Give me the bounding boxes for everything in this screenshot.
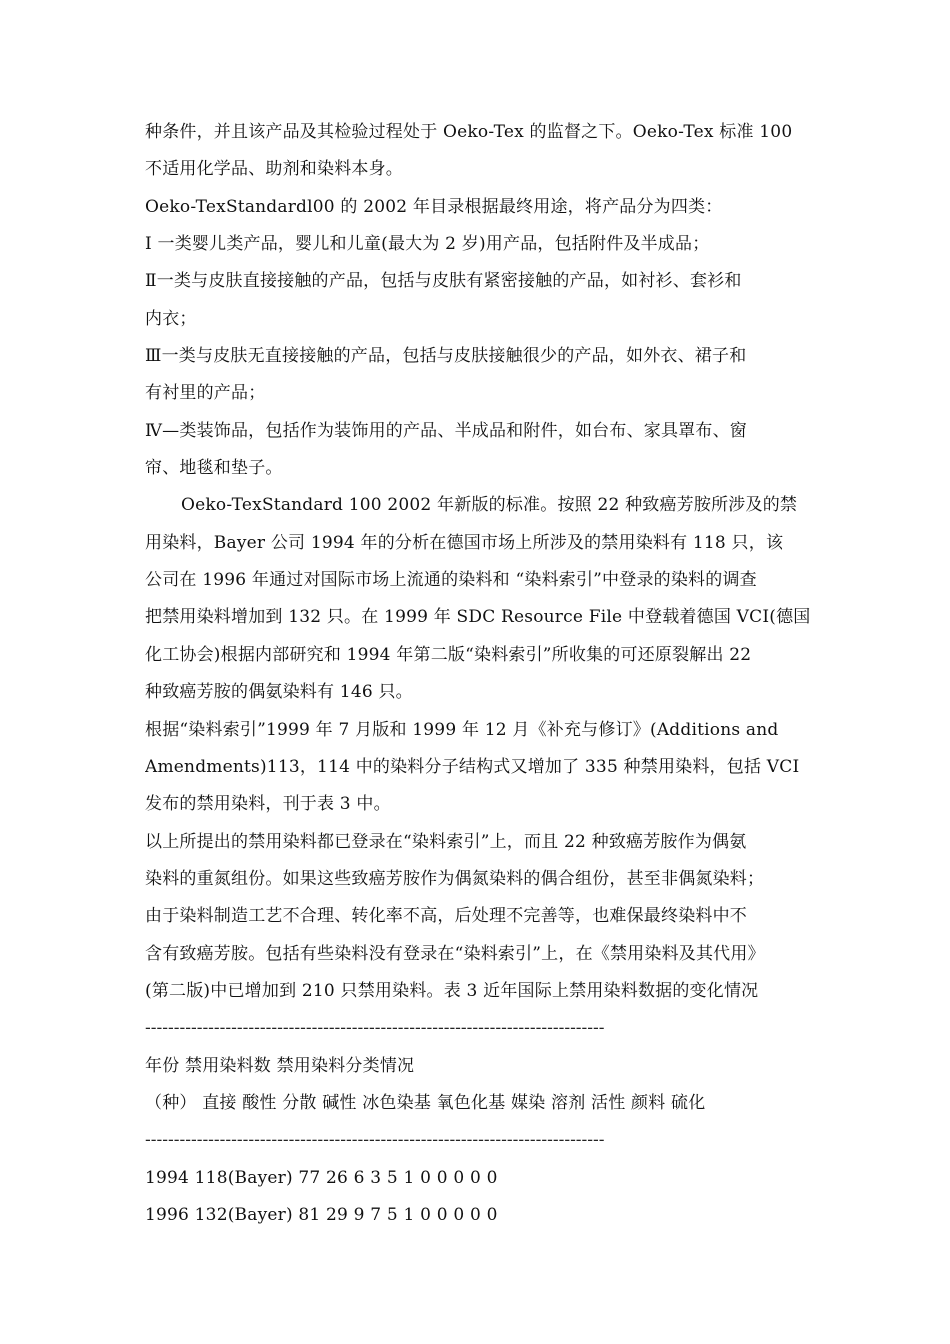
table-header-line-1: 年份 禁用染料数 禁用染料分类情况 [145,1056,415,1076]
text-line: 帘、地毯和垫子。 [145,458,283,478]
text-line: 公司在 1996 年通过对国际市场上流通的染料和 “染料索引”中登录的染料的调查 [145,570,757,590]
text-line: 由于染料制造工艺不合理、转化率不高，后处理不完善等，也难保最终染料中不 [145,906,747,926]
text-line: 化工协会)根据内部研究和 1994 年第二版“染料索引”所收集的可还原裂解出 22 [145,645,752,665]
text-line: 染料的重氮组份。如果这些致癌芳胺作为偶氮染料的偶合组份，甚至非偶氮染料； [145,869,765,889]
text-line: 根据“染料索引”1999 年 7 月版和 1999 年 12 月《补充与修订》(Additions and [145,720,779,740]
text-line: 有衬里的产品； [145,383,266,403]
text-line: 含有致癌芳胺。包括有些染料没有登录在“染料索引”上，在《禁用染料及其代用》 [145,944,765,964]
table-row: 1996 132(Bayer) 81 29 9 7 5 1 0 0 0 0 0 [145,1205,498,1225]
text-line: Oeko-TexStandardl00 的 2002 年目录根据最终用途，将产品分为四类： [145,197,723,217]
text-line: 发布的禁用染料，刊于表 3 中。 [145,794,391,814]
table-row: 1994 118(Bayer) 77 26 6 3 5 1 0 0 0 0 0 [145,1168,498,1188]
text-line: 种致癌芳胺的偶氨染料有 146 只。 [145,682,413,702]
text-line: I 一类婴儿类产品，婴儿和儿童(最大为 2 岁)用产品，包括附件及半成品； [145,234,710,254]
text-line: Ⅱ一类与皮肤直接接触的产品，包括与皮肤有紧密接触的产品，如衬衫、套衫和 [145,271,742,291]
table-separator-bottom: -------------------------------------------------------------------------------- [145,1130,605,1150]
text-line: 内衣； [145,309,197,329]
text-line: 把禁用染料增加到 132 只。在 1999 年 SDC Resource File 中登载着德国 VCI(德国 [145,607,810,627]
paragraph-first-line: Oeko-TexStandard 100 2002 年新版的标准。按照 22 种致癌芳胺所涉及的禁 [181,495,798,515]
text-line: Ⅳ—类装饰品，包括作为装饰用的产品、半成品和附件，如台布、家具罩布、窗 [145,421,747,441]
table-header-line-2: （种） 直接 酸性 分散 碱性 冰色染基 氧色化基 媒染 溶剂 活性 颜料 硫化 [145,1093,706,1113]
text-line: 种条件，并且该产品及其检验过程处于 Oeko-Tex 的监督之下。Oeko-Tex 标准 100 [145,122,793,142]
text-line: Ⅲ一类与皮肤无直接接触的产品，包括与皮肤接触很少的产品，如外衣、裙子和 [145,346,747,366]
text-line: 以上所提出的禁用染料都已登录在“染料索引”上，而且 22 种致癌芳胺作为偶氨 [145,832,747,852]
table-separator-top: -------------------------------------------------------------------------------- [145,1018,605,1038]
text-line: 用染料，Bayer 公司 1994 年的分析在德国市场上所涉及的禁用染料有 118 只，该 [145,533,784,553]
text-line: (第二版)中已增加到 210 只禁用染料。表 3 近年国际上禁用染料数据的变化情况 [145,981,759,1001]
text-line: 不适用化学品、助剂和染料本身。 [145,159,403,179]
text-line: Amendments)113，114 中的染料分子结构式又增加了 335 种禁用染料，包括 VCI [145,757,800,777]
